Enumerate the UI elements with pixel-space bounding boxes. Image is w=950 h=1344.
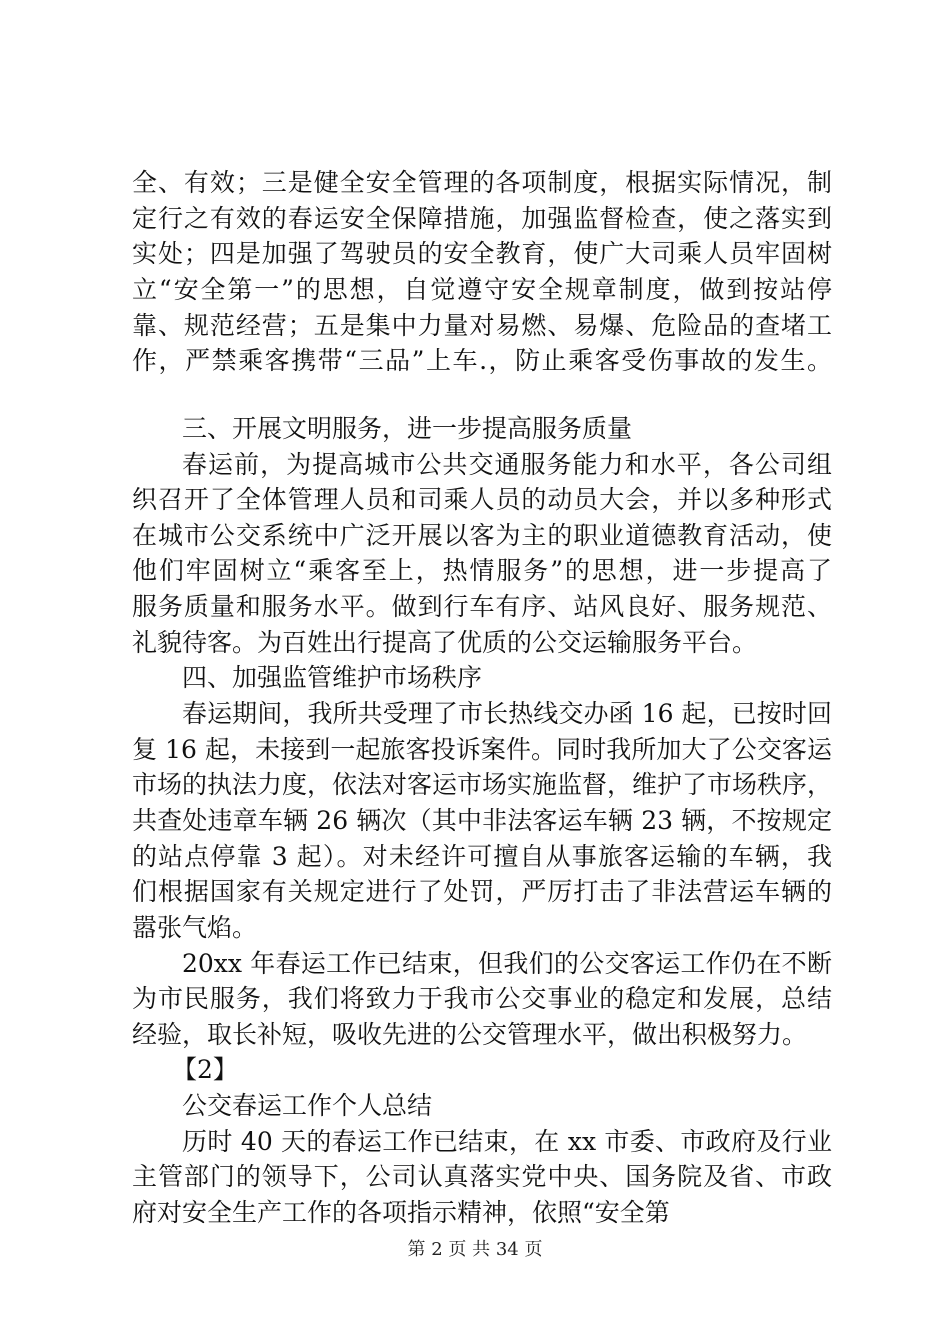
body-text-line: 全、有效；三是健全安全管理的各项制度，根据实际情况，制 (132, 168, 832, 197)
body-text-line: 市场的执法力度，依法对客运市场实施监督，维护了市场秩序， (132, 770, 832, 799)
body-text-line: 嚣张气焰。 (132, 913, 258, 942)
body-text-line: 20xx 年春运工作已结束，但我们的公交客运工作仍在不断 (182, 949, 832, 978)
page-footer: 第 2 页 共 34 页 (407, 1239, 543, 1260)
body-text-line: 立“安全第一”的思想，自觉遵守安全规章制度，做到按站停 (132, 275, 832, 304)
body-text-line: 实处；四是加强了驾驶员的安全教育，使广大司乘人员牢固树 (132, 239, 832, 268)
body-text-line: 在城市公交系统中广泛开展以客为主的职业道德教育活动，使 (132, 521, 832, 550)
body-text-line: 作，严禁乘客携带“三品”上车.，防止乘客受伤事故的发生。 (132, 346, 832, 375)
body-text-line: 织召开了全体管理人员和司乘人员的动员大会，并以多种形式 (132, 485, 832, 514)
body-text-line: 靠、规范经营；五是集中力量对易燃、易爆、危险品的查堵工 (132, 311, 832, 340)
body-text-line: 历时 40 天的春运工作已结束，在 xx 市委、市政府及行业 (182, 1127, 832, 1156)
body-text-line: 礼貌待客。为百姓出行提高了优质的公交运输服务平台。 (132, 628, 758, 657)
body-text-line: 复 16 起，未接到一起旅客投诉案件。同时我所加大了公交客运 (132, 735, 832, 764)
body-text-line: 定行之有效的春运安全保障措施，加强监督检查，使之落实到 (132, 204, 832, 233)
section-number: 【2】 (172, 1055, 238, 1084)
body-text-line: 府对安全生产工作的各项指示精神，依照“安全第 (132, 1198, 670, 1227)
body-text-line: 主管部门的领导下，公司认真落实党中央、国务院及省、市政 (132, 1162, 832, 1191)
body-text-line: 他们牢固树立“乘客至上，热情服务”的思想，进一步提高了 (132, 556, 832, 585)
body-text-line: 们根据国家有关规定进行了处罚，严厉打击了非法营运车辆的 (132, 877, 832, 906)
body-text-line: 共查处违章车辆 26 辆次（其中非法客运车辆 23 辆，不按规定 (132, 806, 832, 835)
body-text-line: 春运期间，我所共受理了市长热线交办函 16 起，已按时回 (182, 699, 832, 728)
body-text-line: 服务质量和服务水平。做到行车有序、站风良好、服务规范、 (132, 592, 832, 621)
section-heading: 四、加强监管维护市场秩序 (182, 663, 483, 692)
section-title: 公交春运工作个人总结 (182, 1091, 433, 1120)
section-heading: 三、开展文明服务，进一步提高服务质量 (182, 414, 633, 443)
body-text-line: 春运前，为提高城市公共交通服务能力和水平，各公司组 (182, 450, 832, 479)
body-text-line: 为市民服务，我们将致力于我市公交事业的稳定和发展，总结 (132, 984, 832, 1013)
body-text-line: 经验，取长补短，吸收先进的公交管理水平，做出积极努力。 (132, 1020, 808, 1049)
body-text-line: 的站点停靠 3 起）。对未经许可擅自从事旅客运输的车辆，我 (132, 842, 832, 871)
